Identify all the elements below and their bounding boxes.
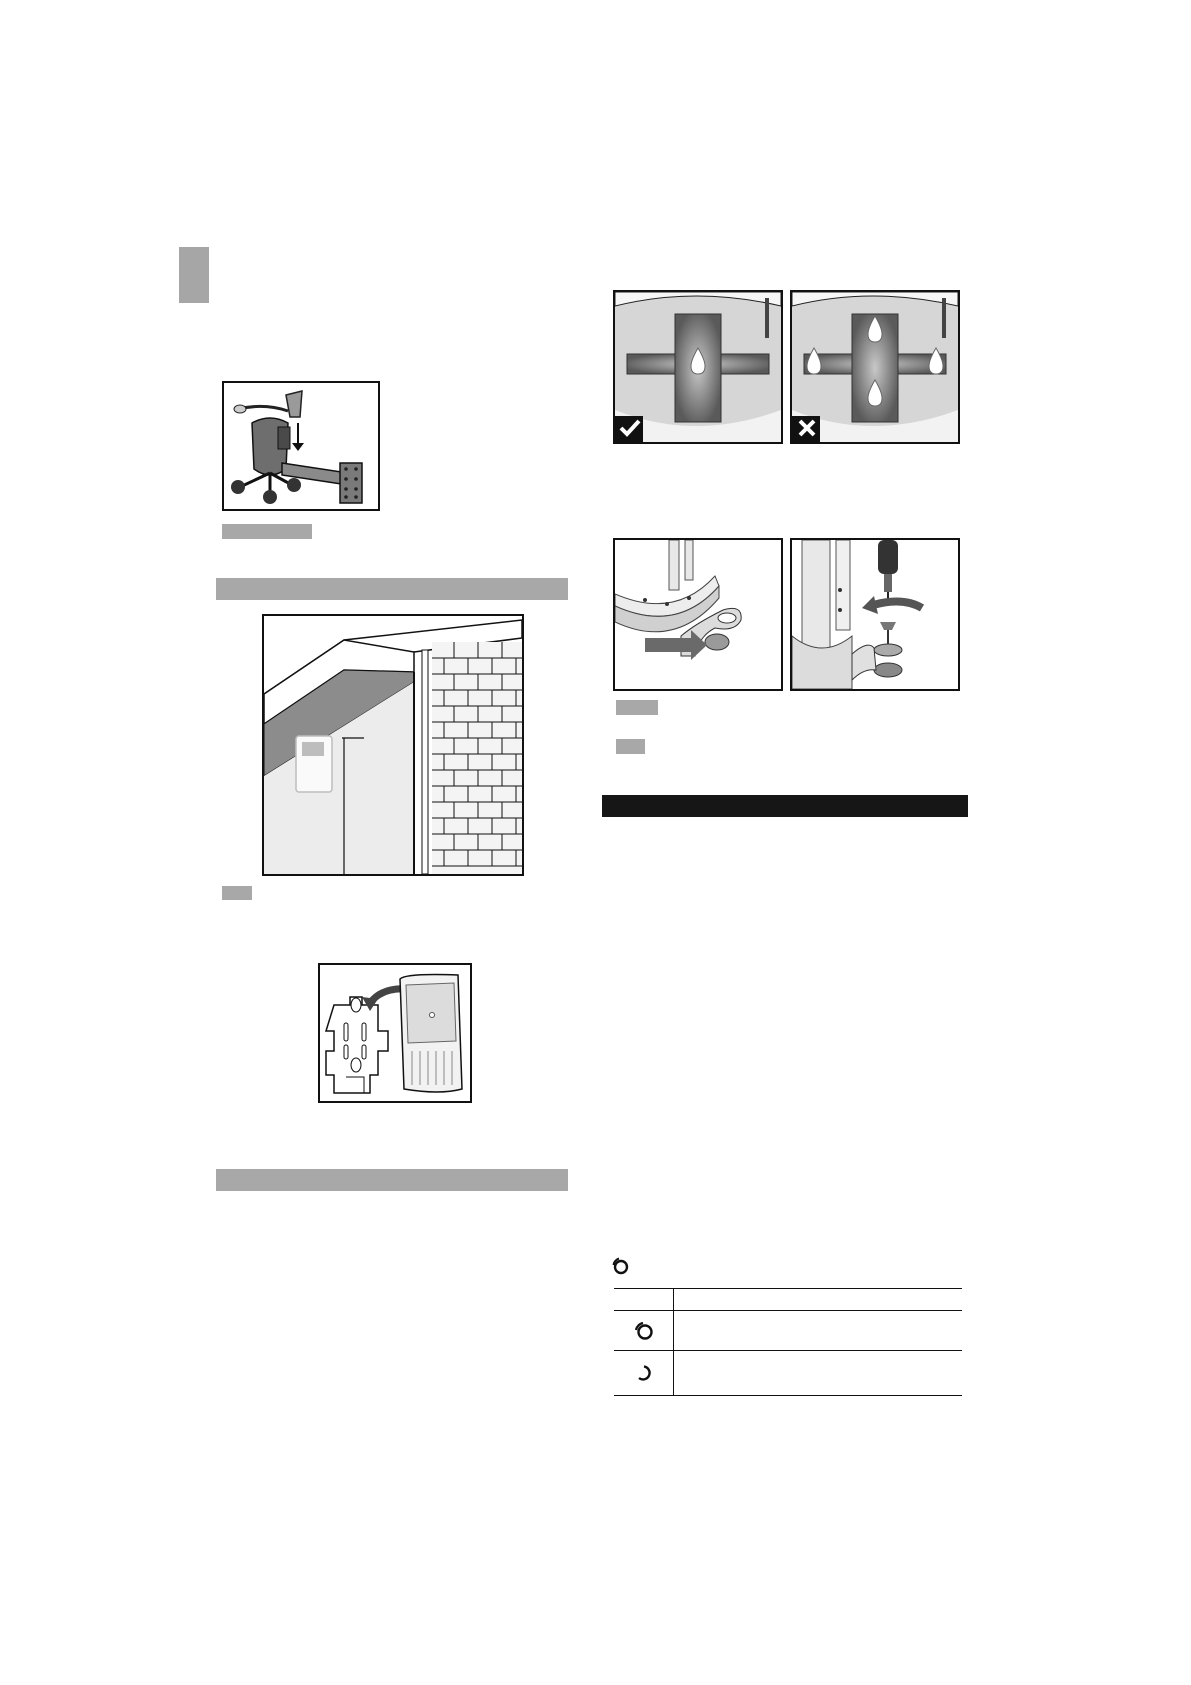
table-header-rule — [614, 1288, 962, 1289]
signal-searching-icon — [633, 1362, 655, 1384]
table-bottom-rule — [614, 1395, 962, 1396]
section-header-bar — [602, 795, 968, 817]
bracket-snap-on-illustration — [320, 965, 470, 1101]
placement-correct-figure — [613, 290, 783, 444]
figure-caption-chip — [222, 524, 312, 539]
signal-strength-icon — [611, 1256, 631, 1276]
placement-wrong-figure — [790, 290, 960, 444]
table-column-divider — [673, 1288, 674, 1396]
insert-foot-figure — [613, 538, 783, 691]
screwdriver-illustration — [792, 540, 958, 689]
bracket-mount-figure — [318, 963, 472, 1103]
check-icon — [617, 416, 643, 440]
table-row-rule — [614, 1350, 962, 1351]
table-row-rule — [614, 1310, 962, 1311]
sensor-under-eave-illustration — [264, 616, 522, 874]
insert-foot-illustration — [615, 540, 781, 689]
figure-caption-chip — [616, 700, 658, 715]
wind-sensor-mount-figure — [222, 381, 380, 511]
figure-caption-chip — [222, 886, 252, 900]
signal-strong-icon — [633, 1320, 655, 1342]
side-tab — [179, 247, 209, 303]
cross-icon — [794, 416, 820, 440]
wind-sensor-mount-illustration — [224, 383, 378, 509]
sensor-wall-mount-figure — [262, 614, 524, 876]
figure-caption-chip — [616, 739, 645, 754]
section-bar-b — [216, 1169, 568, 1191]
signal-legend-table — [614, 1288, 962, 1396]
screwdriver-figure — [790, 538, 960, 691]
section-bar-a — [216, 578, 568, 600]
